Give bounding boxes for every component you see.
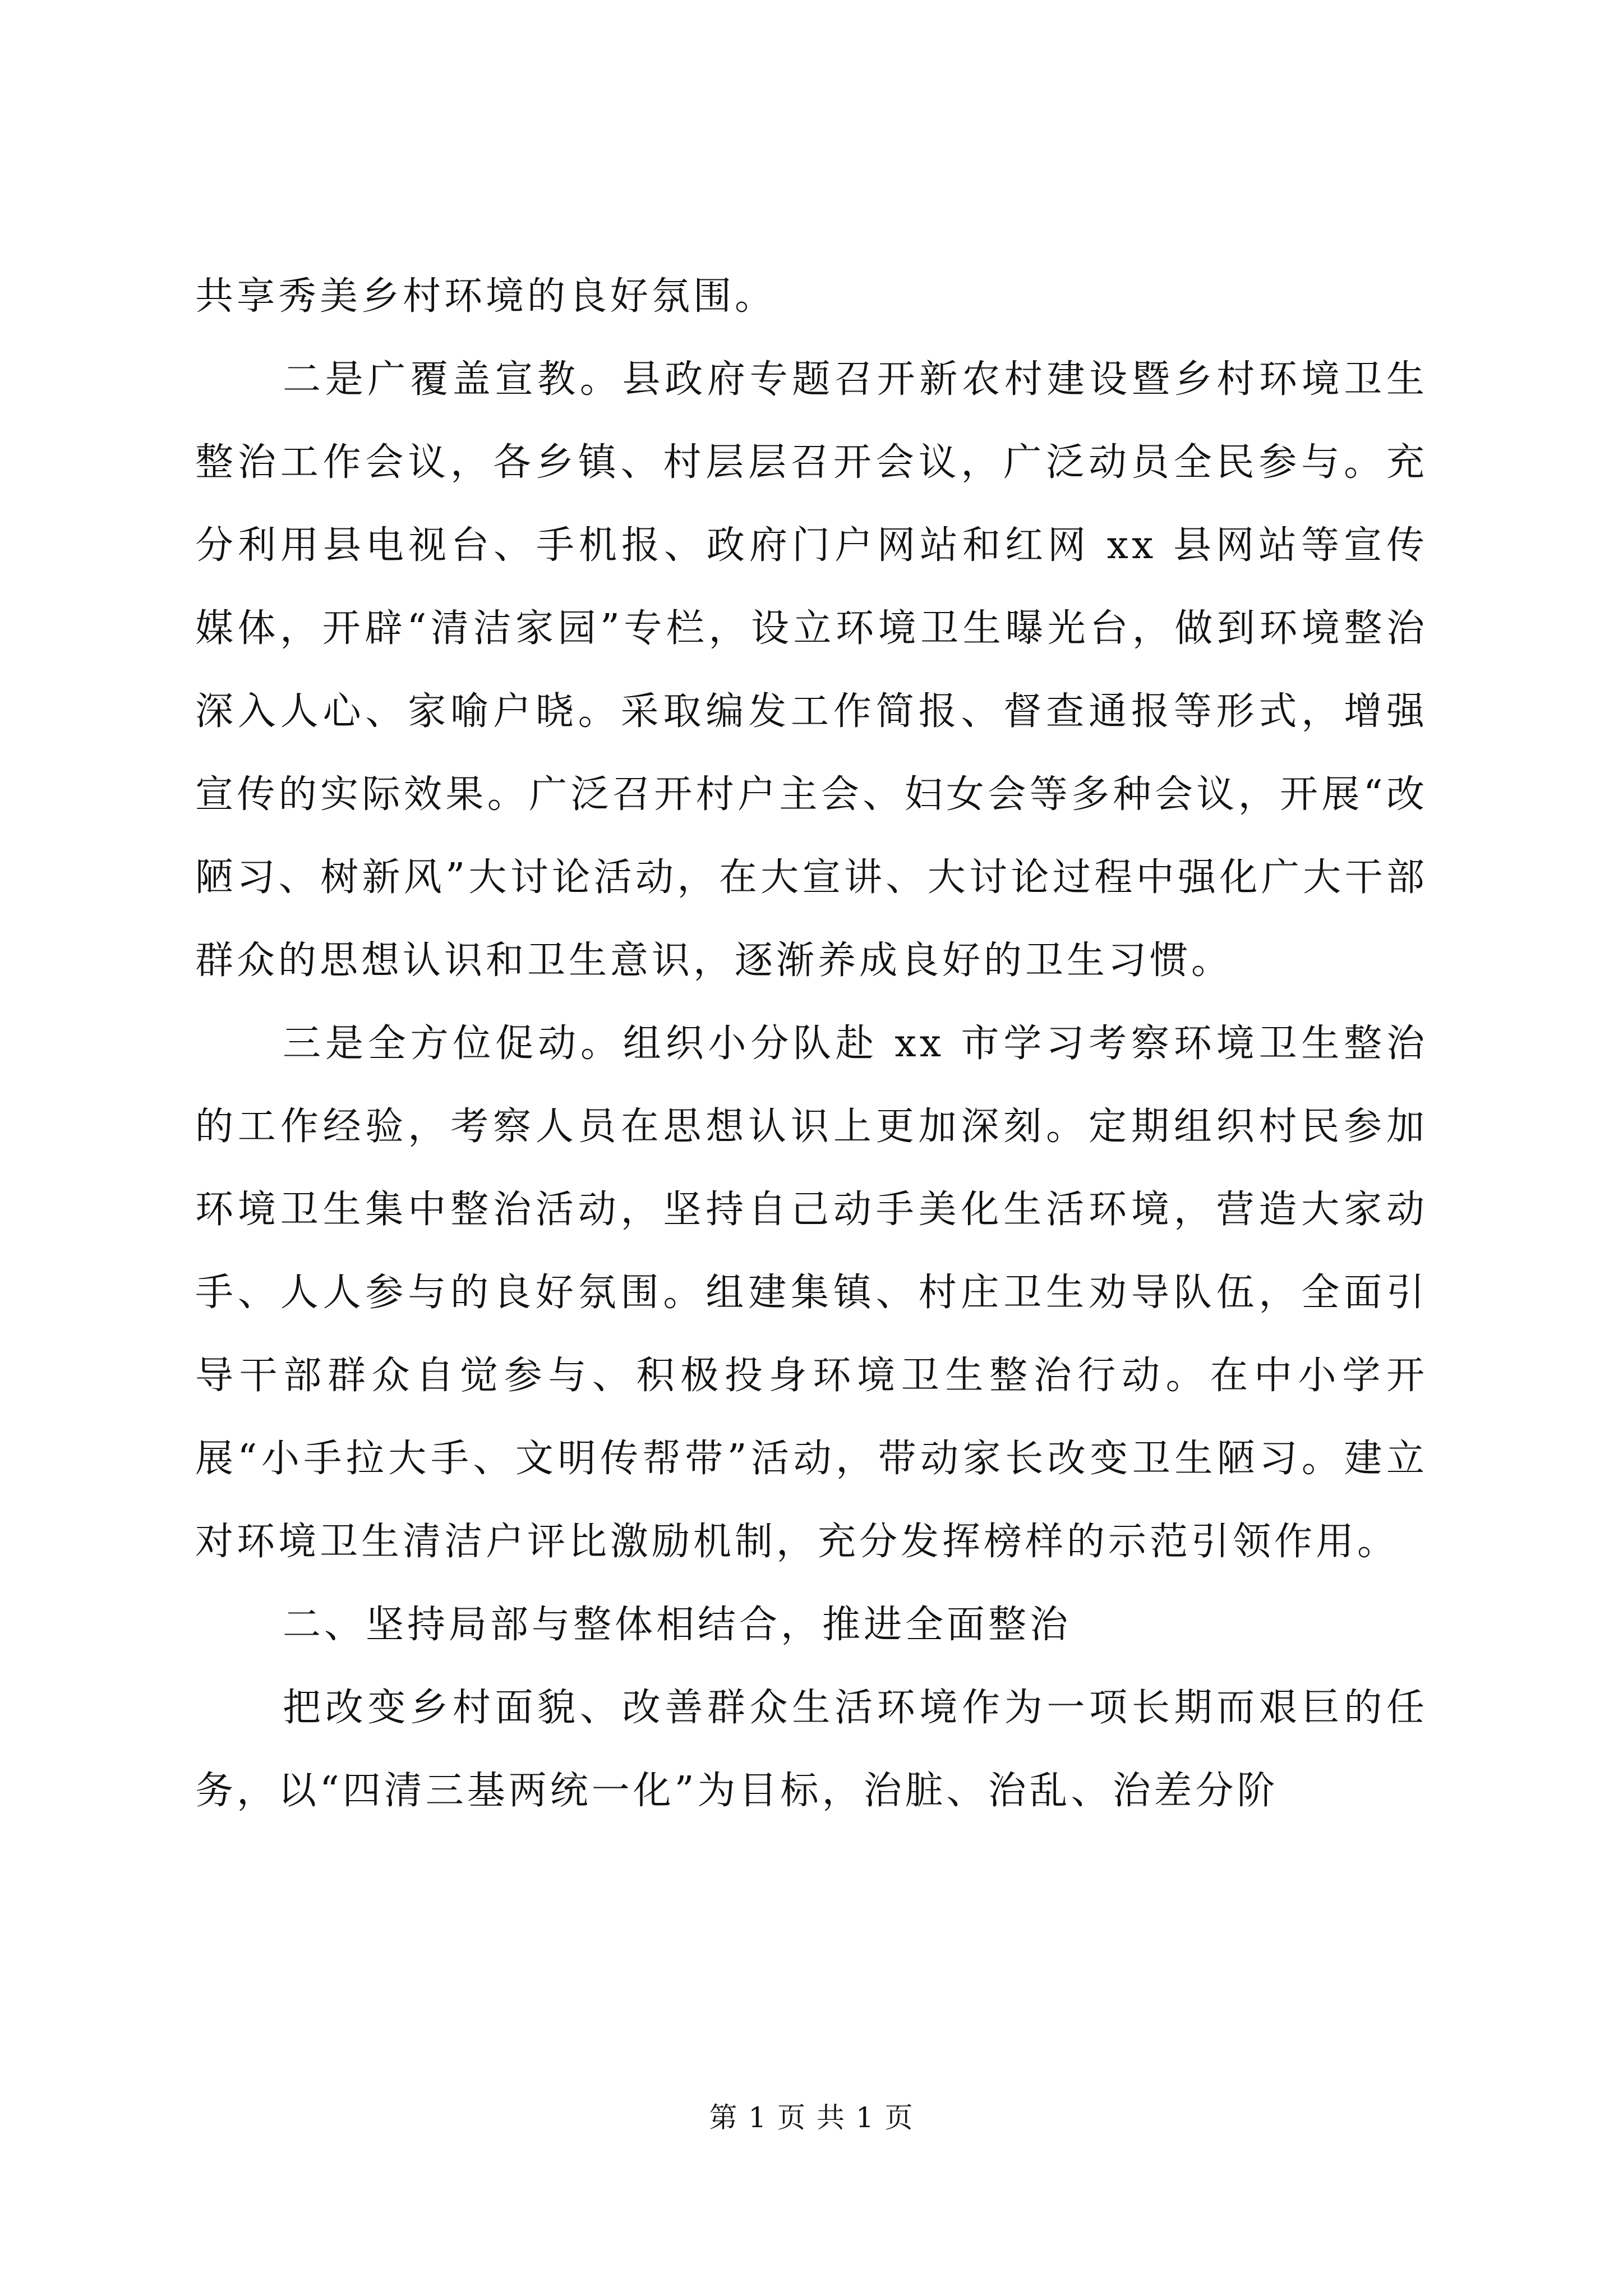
paragraph-publicity: 二是广覆盖宣教。县政府专题召开新农村建设暨乡村环境卫生整治工作会议，各乡镇、村层层召开会议，广泛动员全民参与。充分利用县电视台、手机报、政府门户网站和红网 xx 县网站等宣传媒体，开辟“清洁家园”专栏，设立环境卫生曝光台，做到环境整治深入人心、家喻户晓。采取编发工作简报、督查通报等形式，增强宣传的实际效果。广泛召开村户主会、妇女会等多种会议，开展“改陋习、树新风”大讨论活动，在大宣讲、大讨论过程中强化广大干部群众的思想认识和卫生意识，逐渐养成良好的卫生习惯。	[195, 357, 1428, 983]
document-body	[195, 255, 1428, 1833]
section-heading: 二、坚持局部与整体相结合，推进全面整治	[283, 1603, 1072, 1647]
page-footer: 第 1 页 共 1 页	[709, 2101, 914, 2134]
paragraph-section-intro: 把改变乡村面貌、改善群众生活环境作为一项长期而艰巨的任务，以“四清三基两统一化”为目标，治脏、治乱、治差分阶	[195, 1686, 1428, 1813]
paragraph-continuation: 共享秀美乡村环境的良好氛围。	[195, 274, 777, 319]
paragraph-promotion: 三是全方位促动。组织小分队赴 xx 市学习考察环境卫生整治的工作经验，考察人员在思想认识上更加深刻。定期组织村民参加环境卫生集中整治活动，坚持自己动手美化生活环境，营造大家动手、人人参与的良好氛围。组建集镇、村庄卫生劝导队伍，全面引导干部群众自觉参与、积极投身环境卫生整治行动。在中小学开展“小手拉大手、文明传帮带”活动，带动家长改变卫生陋习。建立对环境卫生清洁户评比激励机制，充分发挥榜样的示范引领作用。	[195, 1022, 1428, 1564]
